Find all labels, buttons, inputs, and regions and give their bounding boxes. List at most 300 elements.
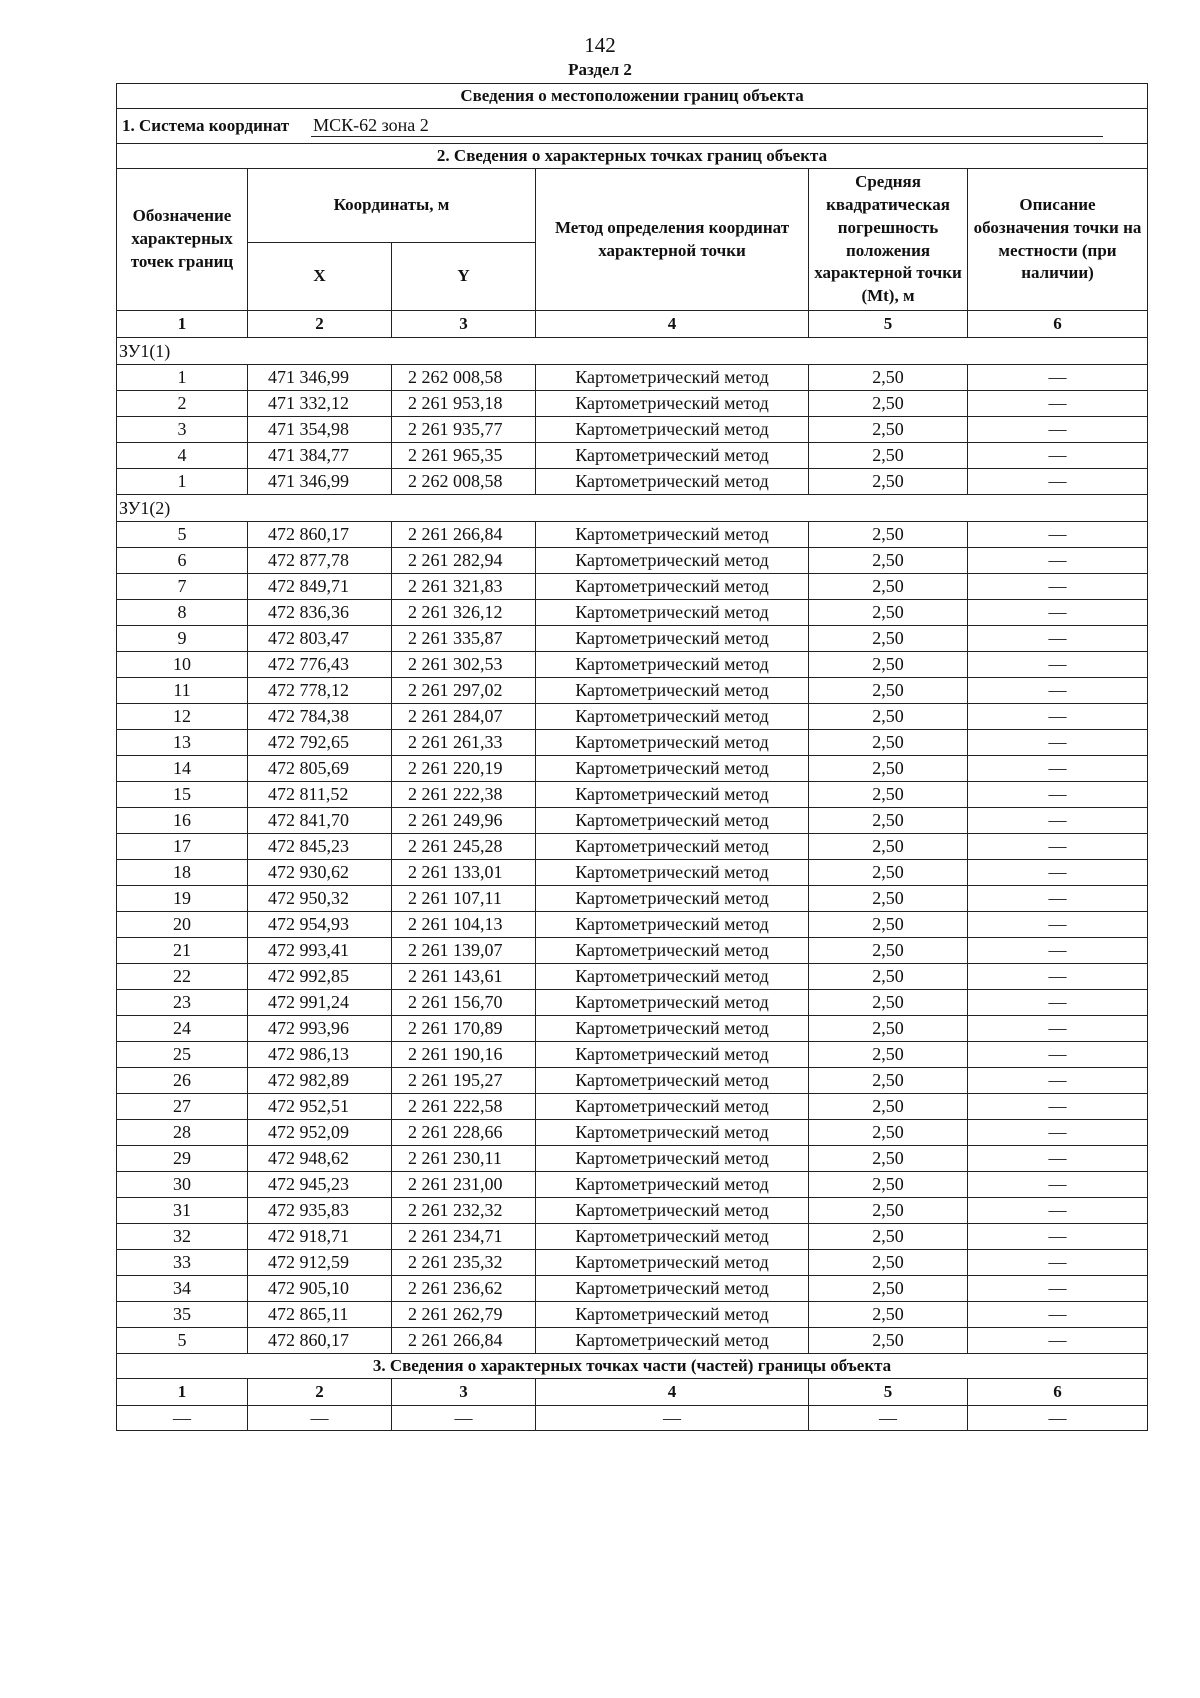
table-row bbox=[117, 600, 1148, 626]
coord-x: 472 930,62 bbox=[248, 860, 392, 886]
table-row bbox=[117, 1250, 1148, 1276]
description: — bbox=[968, 469, 1148, 495]
method: Картометрический метод bbox=[536, 1094, 809, 1120]
coord-y: 2 261 222,38 bbox=[392, 782, 536, 808]
boundary-table bbox=[116, 83, 1148, 1431]
point-id: 18 bbox=[117, 860, 248, 886]
table-row bbox=[117, 1406, 1148, 1431]
table-row bbox=[117, 756, 1148, 782]
description: — bbox=[968, 1172, 1148, 1198]
method: Картометрический метод bbox=[536, 391, 809, 417]
point-id: 11 bbox=[117, 678, 248, 704]
point-id: 16 bbox=[117, 808, 248, 834]
coord-x: 472 865,11 bbox=[248, 1302, 392, 1328]
table-row bbox=[117, 1016, 1148, 1042]
method: Картометрический метод bbox=[536, 469, 809, 495]
error: 2,50 bbox=[809, 522, 968, 548]
method: Картометрический метод bbox=[536, 574, 809, 600]
coord-x: 472 982,89 bbox=[248, 1068, 392, 1094]
description: — bbox=[968, 1146, 1148, 1172]
error: 2,50 bbox=[809, 1120, 968, 1146]
points-section-title: 2. Сведения о характерных точках границ объекта bbox=[117, 144, 1148, 169]
table-row bbox=[117, 860, 1148, 886]
point-id: 6 bbox=[117, 548, 248, 574]
coord-x: 472 986,13 bbox=[248, 1042, 392, 1068]
method: Картометрический метод bbox=[536, 912, 809, 938]
column-number: 6 bbox=[968, 311, 1148, 338]
table-row bbox=[117, 1146, 1148, 1172]
table-row bbox=[117, 574, 1148, 600]
coord-y: 2 261 230,11 bbox=[392, 1146, 536, 1172]
header-y: Y bbox=[392, 243, 536, 311]
header-description: Описание обозначения точки на местности (при наличии) bbox=[968, 169, 1148, 311]
coord-y: 2 261 236,62 bbox=[392, 1276, 536, 1302]
coord-x: 472 945,23 bbox=[248, 1172, 392, 1198]
method: Картометрический метод bbox=[536, 600, 809, 626]
table-row bbox=[117, 782, 1148, 808]
error: 2,50 bbox=[809, 704, 968, 730]
error: 2,50 bbox=[809, 964, 968, 990]
coord-x: 472 803,47 bbox=[248, 626, 392, 652]
method: Картометрический метод bbox=[536, 938, 809, 964]
table-row bbox=[117, 1042, 1148, 1068]
empty-cell: — bbox=[117, 1406, 248, 1431]
empty-cell: — bbox=[248, 1406, 392, 1431]
parts-title-row bbox=[117, 1354, 1148, 1379]
method: Картометрический метод bbox=[536, 1224, 809, 1250]
error: 2,50 bbox=[809, 1198, 968, 1224]
description: — bbox=[968, 1276, 1148, 1302]
coord-y: 2 261 249,96 bbox=[392, 808, 536, 834]
description: — bbox=[968, 808, 1148, 834]
header-error: Средняя квадратическая погрешность положения характерной точки (Mt), м bbox=[809, 169, 968, 311]
error: 2,50 bbox=[809, 1328, 968, 1354]
group-name: ЗУ1(2) bbox=[117, 495, 1148, 522]
error: 2,50 bbox=[809, 443, 968, 469]
empty-cell: — bbox=[809, 1406, 968, 1431]
coord-x: 472 877,78 bbox=[248, 548, 392, 574]
table-title: Сведения о местоположении границ объекта bbox=[117, 84, 1148, 109]
coord-y: 2 261 935,77 bbox=[392, 417, 536, 443]
coord-y: 2 261 107,11 bbox=[392, 886, 536, 912]
error: 2,50 bbox=[809, 730, 968, 756]
method: Картометрический метод bbox=[536, 808, 809, 834]
coord-y: 2 261 302,53 bbox=[392, 652, 536, 678]
coord-y: 2 261 234,71 bbox=[392, 1224, 536, 1250]
point-id: 24 bbox=[117, 1016, 248, 1042]
coord-x: 472 912,59 bbox=[248, 1250, 392, 1276]
coord-y: 2 261 133,01 bbox=[392, 860, 536, 886]
group-name: ЗУ1(1) bbox=[117, 338, 1148, 365]
error: 2,50 bbox=[809, 860, 968, 886]
coord-y: 2 261 232,32 bbox=[392, 1198, 536, 1224]
method: Картометрический метод bbox=[536, 1328, 809, 1354]
table-row bbox=[117, 417, 1148, 443]
point-id: 29 bbox=[117, 1146, 248, 1172]
description: — bbox=[968, 1042, 1148, 1068]
description: — bbox=[968, 600, 1148, 626]
point-id: 1 bbox=[117, 469, 248, 495]
coord-y: 2 261 104,13 bbox=[392, 912, 536, 938]
error: 2,50 bbox=[809, 808, 968, 834]
description: — bbox=[968, 1094, 1148, 1120]
point-id: 34 bbox=[117, 1276, 248, 1302]
coord-x: 472 836,36 bbox=[248, 600, 392, 626]
description: — bbox=[968, 443, 1148, 469]
column-number: 1 bbox=[117, 311, 248, 338]
error: 2,50 bbox=[809, 756, 968, 782]
error: 2,50 bbox=[809, 1146, 968, 1172]
empty-cell: — bbox=[968, 1406, 1148, 1431]
table-row bbox=[117, 443, 1148, 469]
coord-x: 472 784,38 bbox=[248, 704, 392, 730]
description: — bbox=[968, 626, 1148, 652]
error: 2,50 bbox=[809, 1016, 968, 1042]
method: Картометрический метод bbox=[536, 1042, 809, 1068]
error: 2,50 bbox=[809, 1276, 968, 1302]
column-number: 3 bbox=[392, 311, 536, 338]
coord-x: 472 918,71 bbox=[248, 1224, 392, 1250]
method: Картометрический метод bbox=[536, 417, 809, 443]
column-number: 5 bbox=[809, 1379, 968, 1406]
error: 2,50 bbox=[809, 365, 968, 391]
error: 2,50 bbox=[809, 1094, 968, 1120]
coord-x: 471 332,12 bbox=[248, 391, 392, 417]
error: 2,50 bbox=[809, 678, 968, 704]
section-title: Раздел 2 bbox=[568, 60, 632, 79]
table-row bbox=[117, 834, 1148, 860]
method: Картометрический метод bbox=[536, 1146, 809, 1172]
error: 2,50 bbox=[809, 1250, 968, 1276]
table-row bbox=[117, 626, 1148, 652]
coord-x: 472 935,83 bbox=[248, 1198, 392, 1224]
table-row bbox=[117, 964, 1148, 990]
table-row bbox=[117, 990, 1148, 1016]
error: 2,50 bbox=[809, 1302, 968, 1328]
point-id: 14 bbox=[117, 756, 248, 782]
description: — bbox=[968, 886, 1148, 912]
table-row bbox=[117, 1302, 1148, 1328]
table-row bbox=[117, 1224, 1148, 1250]
coord-y: 2 261 156,70 bbox=[392, 990, 536, 1016]
method: Картометрический метод bbox=[536, 1276, 809, 1302]
error: 2,50 bbox=[809, 912, 968, 938]
error: 2,50 bbox=[809, 652, 968, 678]
coord-x: 472 811,52 bbox=[248, 782, 392, 808]
table-row bbox=[117, 391, 1148, 417]
method: Картометрический метод bbox=[536, 678, 809, 704]
error: 2,50 bbox=[809, 1224, 968, 1250]
point-id: 26 bbox=[117, 1068, 248, 1094]
coord-y: 2 262 008,58 bbox=[392, 365, 536, 391]
method: Картометрический метод bbox=[536, 730, 809, 756]
point-id: 31 bbox=[117, 1198, 248, 1224]
point-id: 7 bbox=[117, 574, 248, 600]
header-coordinates: Координаты, м bbox=[248, 169, 536, 243]
method: Картометрический метод bbox=[536, 548, 809, 574]
table-row bbox=[117, 1328, 1148, 1354]
description: — bbox=[968, 1198, 1148, 1224]
point-id: 4 bbox=[117, 443, 248, 469]
description: — bbox=[968, 990, 1148, 1016]
point-id: 27 bbox=[117, 1094, 248, 1120]
column-number: 4 bbox=[536, 1379, 809, 1406]
method: Картометрический метод bbox=[536, 756, 809, 782]
header-method: Метод определения координат характерной точки bbox=[536, 169, 809, 311]
error: 2,50 bbox=[809, 626, 968, 652]
coord-x: 472 792,65 bbox=[248, 730, 392, 756]
method: Картометрический метод bbox=[536, 1172, 809, 1198]
coord-y: 2 261 245,28 bbox=[392, 834, 536, 860]
point-id: 1 bbox=[117, 365, 248, 391]
coord-x: 472 860,17 bbox=[248, 522, 392, 548]
point-id: 5 bbox=[117, 522, 248, 548]
method: Картометрический метод bbox=[536, 1302, 809, 1328]
error: 2,50 bbox=[809, 1068, 968, 1094]
point-id: 25 bbox=[117, 1042, 248, 1068]
coord-y: 2 261 231,00 bbox=[392, 1172, 536, 1198]
table-row bbox=[117, 808, 1148, 834]
coord-x: 472 991,24 bbox=[248, 990, 392, 1016]
description: — bbox=[968, 522, 1148, 548]
point-id: 17 bbox=[117, 834, 248, 860]
column-number: 6 bbox=[968, 1379, 1148, 1406]
coord-y: 2 261 953,18 bbox=[392, 391, 536, 417]
description: — bbox=[968, 417, 1148, 443]
coord-y: 2 261 220,19 bbox=[392, 756, 536, 782]
method: Картометрический метод bbox=[536, 782, 809, 808]
coord-system-value: МСК-62 зона 2 bbox=[311, 115, 1103, 137]
coord-y: 2 261 326,12 bbox=[392, 600, 536, 626]
empty-cell: — bbox=[392, 1406, 536, 1431]
point-id: 30 bbox=[117, 1172, 248, 1198]
header-designation: Обозначение характерных точек границ bbox=[117, 169, 248, 311]
coord-y: 2 261 282,94 bbox=[392, 548, 536, 574]
empty-cell: — bbox=[536, 1406, 809, 1431]
coord-y: 2 261 235,32 bbox=[392, 1250, 536, 1276]
description: — bbox=[968, 1302, 1148, 1328]
coord-y: 2 261 261,33 bbox=[392, 730, 536, 756]
coord-x: 472 778,12 bbox=[248, 678, 392, 704]
description: — bbox=[968, 912, 1148, 938]
coord-x: 472 905,10 bbox=[248, 1276, 392, 1302]
table-row bbox=[117, 704, 1148, 730]
description: — bbox=[968, 1016, 1148, 1042]
error: 2,50 bbox=[809, 417, 968, 443]
parts-number-row bbox=[117, 1379, 1148, 1406]
table-row bbox=[117, 1276, 1148, 1302]
method: Картометрический метод bbox=[536, 1120, 809, 1146]
table-row bbox=[117, 1068, 1148, 1094]
header-x: X bbox=[248, 243, 392, 311]
description: — bbox=[968, 834, 1148, 860]
coord-x: 472 841,70 bbox=[248, 808, 392, 834]
table-row bbox=[117, 912, 1148, 938]
point-id: 9 bbox=[117, 626, 248, 652]
method: Картометрический метод bbox=[536, 1198, 809, 1224]
coord-x: 472 948,62 bbox=[248, 1146, 392, 1172]
error: 2,50 bbox=[809, 886, 968, 912]
column-number: 5 bbox=[809, 311, 968, 338]
description: — bbox=[968, 938, 1148, 964]
description: — bbox=[968, 548, 1148, 574]
column-number: 4 bbox=[536, 311, 809, 338]
method: Картометрический метод bbox=[536, 365, 809, 391]
point-id: 19 bbox=[117, 886, 248, 912]
description: — bbox=[968, 1224, 1148, 1250]
page-number: 142 bbox=[584, 33, 616, 57]
table-row bbox=[117, 1094, 1148, 1120]
description: — bbox=[968, 678, 1148, 704]
method: Картометрический метод bbox=[536, 652, 809, 678]
coord-y: 2 261 190,16 bbox=[392, 1042, 536, 1068]
description: — bbox=[968, 1120, 1148, 1146]
point-id: 10 bbox=[117, 652, 248, 678]
error: 2,50 bbox=[809, 548, 968, 574]
coord-x: 471 384,77 bbox=[248, 443, 392, 469]
error: 2,50 bbox=[809, 1042, 968, 1068]
error: 2,50 bbox=[809, 574, 968, 600]
coord-x: 471 346,99 bbox=[248, 365, 392, 391]
description: — bbox=[968, 652, 1148, 678]
method: Картометрический метод bbox=[536, 704, 809, 730]
coord-y: 2 261 335,87 bbox=[392, 626, 536, 652]
point-id: 32 bbox=[117, 1224, 248, 1250]
point-id: 12 bbox=[117, 704, 248, 730]
coord-x: 472 993,41 bbox=[248, 938, 392, 964]
coord-system-label: 1. Система координат bbox=[122, 116, 290, 136]
coord-y: 2 261 321,83 bbox=[392, 574, 536, 600]
coord-y: 2 261 195,27 bbox=[392, 1068, 536, 1094]
coord-y: 2 261 297,02 bbox=[392, 678, 536, 704]
method: Картометрический метод bbox=[536, 990, 809, 1016]
group-row bbox=[117, 338, 1148, 365]
table-row bbox=[117, 678, 1148, 704]
column-number: 2 bbox=[248, 311, 392, 338]
table-row bbox=[117, 1120, 1148, 1146]
error: 2,50 bbox=[809, 469, 968, 495]
description: — bbox=[968, 391, 1148, 417]
method: Картометрический метод bbox=[536, 886, 809, 912]
coord-y: 2 261 143,61 bbox=[392, 964, 536, 990]
column-number: 2 bbox=[248, 1379, 392, 1406]
description: — bbox=[968, 782, 1148, 808]
point-id: 22 bbox=[117, 964, 248, 990]
error: 2,50 bbox=[809, 834, 968, 860]
method: Картометрический метод bbox=[536, 834, 809, 860]
point-id: 28 bbox=[117, 1120, 248, 1146]
coord-x: 472 845,23 bbox=[248, 834, 392, 860]
coord-x: 472 776,43 bbox=[248, 652, 392, 678]
description: — bbox=[968, 964, 1148, 990]
point-id: 15 bbox=[117, 782, 248, 808]
point-id: 13 bbox=[117, 730, 248, 756]
table-row bbox=[117, 652, 1148, 678]
table-row bbox=[117, 469, 1148, 495]
group-row bbox=[117, 495, 1148, 522]
error: 2,50 bbox=[809, 990, 968, 1016]
coord-y: 2 261 228,66 bbox=[392, 1120, 536, 1146]
error: 2,50 bbox=[809, 391, 968, 417]
coord-x: 472 805,69 bbox=[248, 756, 392, 782]
coord-x: 472 952,09 bbox=[248, 1120, 392, 1146]
method: Картометрический метод bbox=[536, 522, 809, 548]
method: Картометрический метод bbox=[536, 1068, 809, 1094]
point-id: 5 bbox=[117, 1328, 248, 1354]
coord-y: 2 262 008,58 bbox=[392, 469, 536, 495]
description: — bbox=[968, 704, 1148, 730]
method: Картометрический метод bbox=[536, 964, 809, 990]
coord-x: 472 860,17 bbox=[248, 1328, 392, 1354]
description: — bbox=[968, 756, 1148, 782]
error: 2,50 bbox=[809, 938, 968, 964]
point-id: 20 bbox=[117, 912, 248, 938]
coord-y: 2 261 965,35 bbox=[392, 443, 536, 469]
parts-section-title: 3. Сведения о характерных точках части (частей) границы объекта bbox=[117, 1354, 1148, 1379]
method: Картометрический метод bbox=[536, 626, 809, 652]
description: — bbox=[968, 1068, 1148, 1094]
point-id: 3 bbox=[117, 417, 248, 443]
coord-x: 472 849,71 bbox=[248, 574, 392, 600]
table-row bbox=[117, 886, 1148, 912]
coord-y: 2 261 266,84 bbox=[392, 522, 536, 548]
coord-x: 472 950,32 bbox=[248, 886, 392, 912]
point-id: 2 bbox=[117, 391, 248, 417]
point-id: 8 bbox=[117, 600, 248, 626]
table-row bbox=[117, 1172, 1148, 1198]
coord-x: 472 992,85 bbox=[248, 964, 392, 990]
column-number: 1 bbox=[117, 1379, 248, 1406]
point-id: 23 bbox=[117, 990, 248, 1016]
coord-y: 2 261 222,58 bbox=[392, 1094, 536, 1120]
point-id: 33 bbox=[117, 1250, 248, 1276]
description: — bbox=[968, 730, 1148, 756]
column-number: 3 bbox=[392, 1379, 536, 1406]
coord-y: 2 261 284,07 bbox=[392, 704, 536, 730]
description: — bbox=[968, 1250, 1148, 1276]
method: Картометрический метод bbox=[536, 443, 809, 469]
table-row bbox=[117, 522, 1148, 548]
description: — bbox=[968, 860, 1148, 886]
coord-x: 472 993,96 bbox=[248, 1016, 392, 1042]
table-row bbox=[117, 365, 1148, 391]
coord-x: 471 346,99 bbox=[248, 469, 392, 495]
table-row bbox=[117, 938, 1148, 964]
table-row bbox=[117, 730, 1148, 756]
coord-x: 472 954,93 bbox=[248, 912, 392, 938]
coord-y: 2 261 262,79 bbox=[392, 1302, 536, 1328]
method: Картометрический метод bbox=[536, 1016, 809, 1042]
description: — bbox=[968, 574, 1148, 600]
error: 2,50 bbox=[809, 600, 968, 626]
table-row bbox=[117, 548, 1148, 574]
coord-y: 2 261 266,84 bbox=[392, 1328, 536, 1354]
point-id: 21 bbox=[117, 938, 248, 964]
point-id: 35 bbox=[117, 1302, 248, 1328]
coord-y: 2 261 139,07 bbox=[392, 938, 536, 964]
error: 2,50 bbox=[809, 1172, 968, 1198]
coord-system-row bbox=[117, 109, 1148, 144]
coord-x: 471 354,98 bbox=[248, 417, 392, 443]
table-row bbox=[117, 1198, 1148, 1224]
method: Картометрический метод bbox=[536, 1250, 809, 1276]
description: — bbox=[968, 1328, 1148, 1354]
method: Картометрический метод bbox=[536, 860, 809, 886]
coord-x: 472 952,51 bbox=[248, 1094, 392, 1120]
error: 2,50 bbox=[809, 782, 968, 808]
description: — bbox=[968, 365, 1148, 391]
coord-y: 2 261 170,89 bbox=[392, 1016, 536, 1042]
